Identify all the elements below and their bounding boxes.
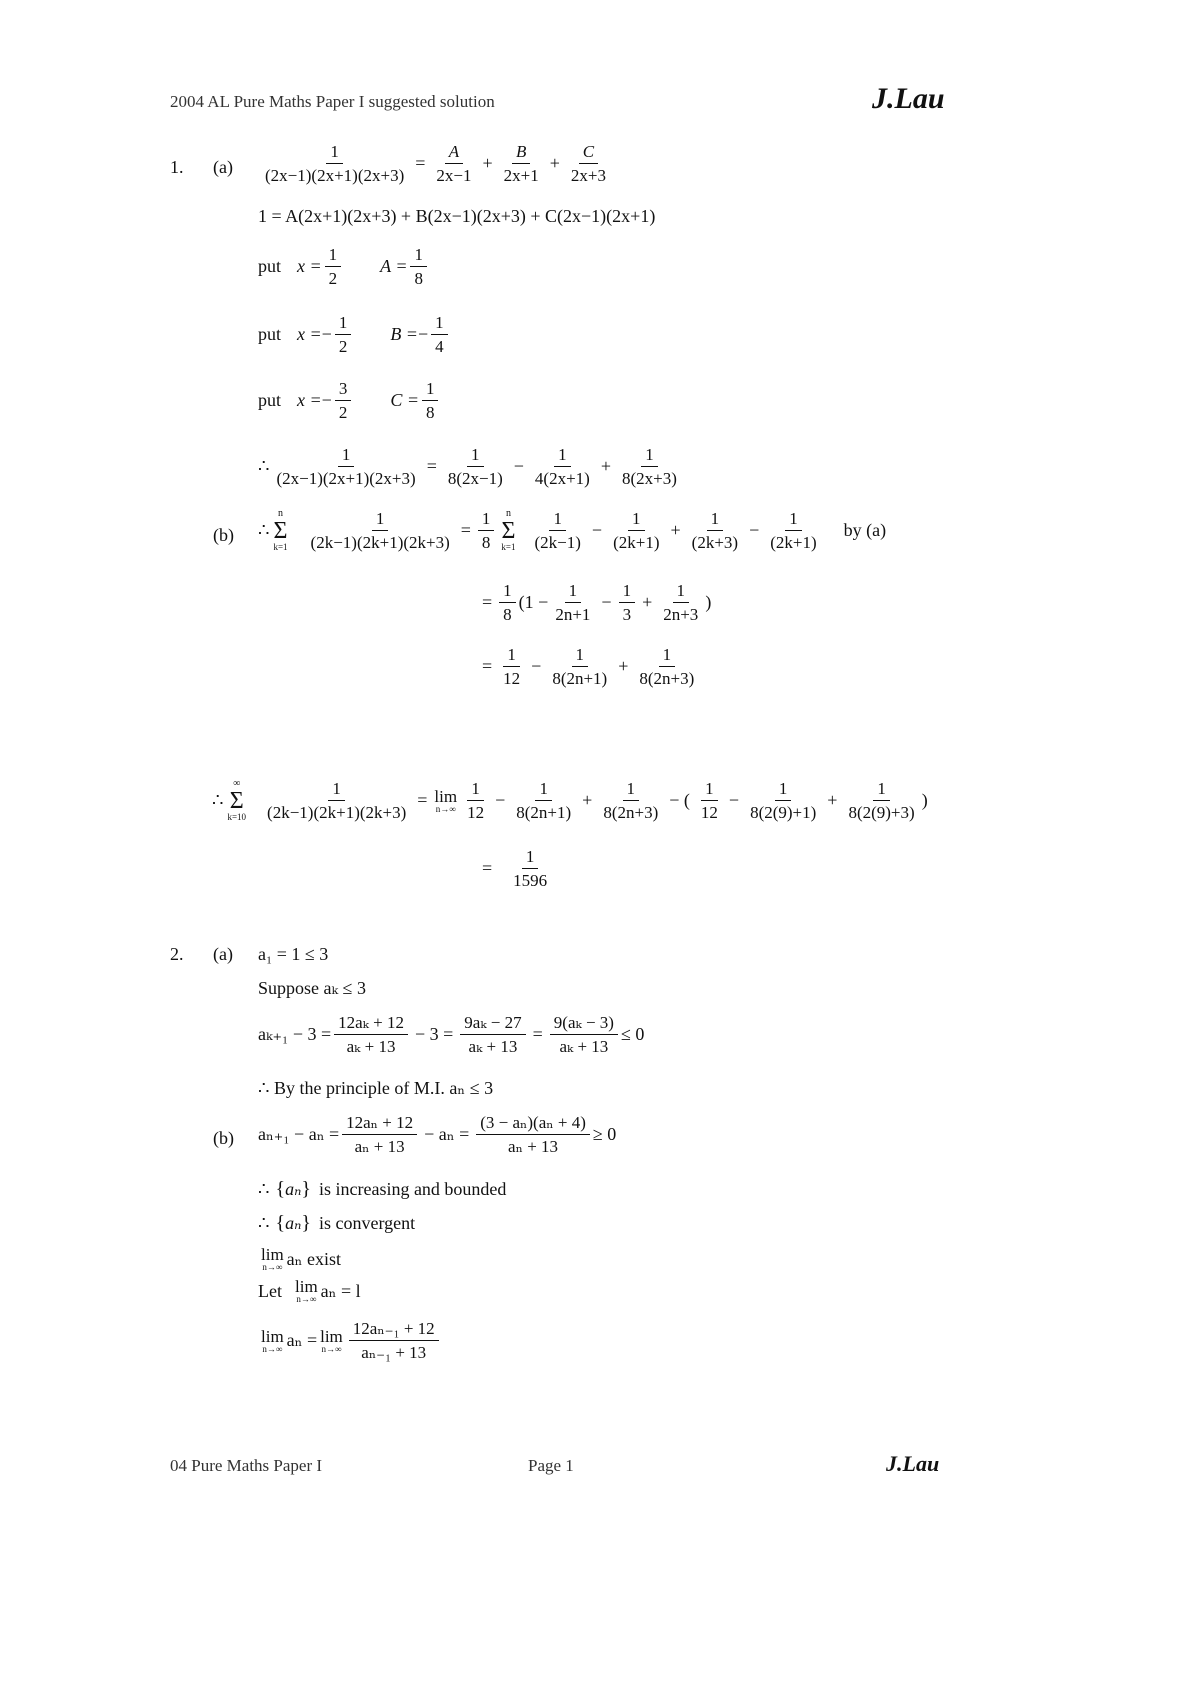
- fraction: $\frac{B}{2x+1}$: [503, 142, 539, 186]
- fraction: $\frac{\text{12aₙ + 12}}{\text{aₙ + 13}}$: [342, 1112, 417, 1158]
- fraction: $\frac{1}{2}$: [335, 312, 352, 358]
- fraction: $\frac{1}{1596}$: [513, 847, 548, 891]
- fraction: $\frac{\text{12aₙ₋₁ + 12}}{\text{aₙ₋₁ + 13}}$: [349, 1318, 439, 1364]
- q1b-infinite-sum-line: ∴ ∞ Σ k=10 $\frac{1}{(2k-1)(2k+1)(2k+3)}$ = lim n→∞ $\frac{1}{12}$ − $\frac{1}{8(2n+1)}$ + $\frac{1}{8(2n+3)}$ − ( $\frac{1}{12}$ − $\frac{1}{8(2(9)+1)}$ + $\frac{1}{8(2(9)+3)}$ ): [212, 778, 928, 823]
- fraction: $\frac{\text{12aₖ + 12}}{\text{aₖ + 13}}$: [334, 1012, 408, 1058]
- fraction: $\frac{1}{2n+1}$: [555, 581, 591, 625]
- q2b-increasing-bounded: ∴ { aₙ } is increasing and bounded: [258, 1178, 507, 1200]
- fraction: $\frac{1}{8}$: [499, 580, 516, 626]
- q2-part-b-label: (b): [213, 1128, 234, 1148]
- fraction: $\frac{1}{(2k+1)}$: [613, 509, 660, 553]
- q2a-inductive-step: aₖ₊₁ − 3 = $\frac{\text{12aₖ + 12}}{\text{aₖ + 13}}$ − 3 = $\frac{\text{9aₖ − 27}}{\text{aₖ + 13}}$ = $\frac{\text{9(aₖ − 3)}}{\text{aₖ + 13}}$ ≤ 0: [258, 1013, 645, 1057]
- limit-operator: lim n→∞: [261, 1326, 284, 1354]
- fraction: $\frac{1}{(2k-1)}$: [534, 509, 581, 553]
- fraction: $\frac{1}{8(2n+3)}$: [639, 645, 695, 689]
- question-2-number: 2.: [170, 944, 184, 964]
- fraction: $\frac{1}{12}$: [467, 779, 485, 823]
- limit-operator: lim n→∞: [295, 1277, 318, 1304]
- fraction: $\frac{1}{2}$: [325, 244, 342, 290]
- fraction: $\frac{1}{(2x-1)(2x+1)(2x+3)}$: [276, 445, 416, 489]
- fraction: $\frac{1}{12}$: [503, 645, 521, 689]
- fraction: $\frac{1}{(2k+1)}$: [770, 509, 817, 553]
- fraction: $\frac{1}{8}$: [410, 244, 427, 290]
- fraction: $\frac{1}{2n+3}$: [663, 581, 699, 625]
- q1a-result: ∴ $\frac{1}{(2x-1)(2x+1)(2x+3)}$ = $\frac{1}{8(2x-1)}$ − $\frac{1}{4(2x+1)}$ + $\frac{1}{8(2x+3)}$: [258, 444, 684, 490]
- fraction: $\frac{\text{9aₖ − 27}}{\text{aₖ + 13}}$: [460, 1012, 525, 1058]
- summation-sign: n Σ k=1: [273, 508, 288, 553]
- fraction: $\frac{1}{(2k+3)}$: [691, 509, 739, 553]
- fraction: $\frac{C}{2x+3}$: [570, 142, 606, 186]
- fraction: $\frac{3}{2}$: [335, 378, 352, 424]
- fraction: $\frac{A}{2x-1}$: [436, 142, 472, 186]
- q2-part-a-label: (a): [213, 944, 233, 964]
- fraction: $\frac{1}{(2k-1)(2k+1)(2k+3)}$: [267, 779, 407, 823]
- fraction: $\frac{1}{8(2(9)+3)}$: [848, 779, 915, 823]
- fraction: $\frac{\text{(3 − aₙ)(aₙ + 4)}}{\text{aₙ + 13}}$: [476, 1112, 590, 1158]
- fraction: $\frac{1}{12}$: [700, 779, 718, 823]
- page-header-title: 2004 AL Pure Maths Paper I suggested solution: [170, 92, 495, 111]
- limit-operator: lim n→∞: [434, 786, 458, 814]
- q2a-conclusion: ∴ By the principle of M.I. aₙ ≤ 3: [258, 1078, 494, 1098]
- q1a-partial-fraction-identity: $\frac{1}{(2x-1)(2x+1)(2x+3)}$ = $\frac{A}{2x-1}$ + $\frac{B}{2x+1}$ + $\frac{C}{2x+3}$: [258, 141, 613, 187]
- q2b-convergent: ∴ { aₙ } is convergent: [258, 1212, 416, 1234]
- q2a-base-case: a₁ = 1 ≤ 3: [258, 944, 329, 964]
- q1-part-b-label: (b): [213, 525, 234, 545]
- q2b-limit-equation: lim n→∞ aₙ = lim n→∞ $\frac{\text{12aₙ₋₁ + 12}}{\text{aₙ₋₁ + 13}}$: [258, 1318, 442, 1364]
- q1a-expanded-identity: 1 = A(2x+1)(2x+3) + B(2x−1)(2x+3) + C(2x−1)(2x+1): [258, 206, 656, 226]
- fraction: $\frac{1}{8}$: [422, 378, 439, 424]
- fraction: $\frac{1}{8(2(9)+1)}$: [750, 779, 817, 823]
- fraction: $\frac{1}{8}$: [478, 508, 495, 554]
- q2b-let-limit: Let lim n→∞ aₙ = l: [258, 1277, 361, 1304]
- fraction: $\frac{1}{(2x-1)(2x+1)(2x+3)}$: [265, 142, 405, 186]
- q1b-line-3: = $\frac{1}{12}$ − $\frac{1}{8(2n+1)}$ + $\frac{1}{8(2n+3)}$: [478, 644, 701, 690]
- fraction: $\frac{1}{(2k-1)(2k+1)(2k+3)}$: [310, 509, 450, 553]
- footer-page-number: Page 1: [528, 1456, 574, 1475]
- q1a-put-line-1: put x = $\frac{1}{2}$ A = $\frac{1}{8}$: [258, 244, 430, 290]
- footer-brand: J.Lau: [886, 1451, 940, 1476]
- limit-operator: lim n→∞: [261, 1245, 284, 1272]
- by-a-note: by (a): [843, 520, 887, 541]
- fraction: $\frac{1}{4}$: [431, 312, 448, 358]
- q1a-put-line-3: put x = − $\frac{3}{2}$ C = $\frac{1}{8}$: [258, 378, 441, 424]
- q1b-final-answer: = $\frac{1}{1596}$: [478, 846, 554, 892]
- q1-part-a-label: (a): [213, 157, 233, 177]
- q1b-sum-line: ∴ n Σ k=1 $\frac{1}{(2k-1)(2k+1)(2k+3)}$ = $\frac{1}{8}$ n Σ k=1 $\frac{1}{(2k-1)}$ − $\frac{1}{(2k+1)}$ + $\frac{1}{(2k+3)}$ − $\frac{1}{(2k+1)}$ by (a): [258, 508, 887, 553]
- fraction: $\frac{1}{8(2x-1)}$: [447, 445, 503, 489]
- q2b-limit-exists: lim n→∞ aₙ exist: [261, 1245, 341, 1272]
- summation-sign: n Σ k=1: [501, 508, 516, 553]
- fraction: $\frac{1}{3}$: [619, 580, 636, 626]
- fraction: $\frac{1}{8(2x+3)}$: [622, 445, 677, 489]
- q2b-difference: aₙ₊₁ − aₙ = $\frac{\text{12aₙ + 12}}{\text{aₙ + 13}}$ − aₙ = $\frac{\text{(3 − aₙ)(aₙ + 4)}}{\text{aₙ + 13}}$ ≥ 0: [258, 1113, 617, 1157]
- limit-operator: lim n→∞: [320, 1326, 343, 1354]
- footer-left: 04 Pure Maths Paper I: [170, 1456, 323, 1475]
- fraction: $\frac{1}{8(2n+1)}$: [516, 779, 572, 823]
- fraction: $\frac{1}{4(2x+1)}$: [534, 445, 590, 489]
- q1b-line-2: = $\frac{1}{8}$ (1 − $\frac{1}{2n+1}$ − $\frac{1}{3}$ + $\frac{1}{2n+3}$ ): [482, 581, 712, 625]
- q2a-suppose: Suppose aₖ ≤ 3: [258, 978, 366, 998]
- fraction: $\frac{\text{9(aₖ − 3)}}{\text{aₖ + 13}}$: [550, 1012, 618, 1058]
- fraction: $\frac{1}{8(2n+3)}$: [603, 779, 659, 823]
- q1a-put-line-2: put x = − $\frac{1}{2}$ B = − $\frac{1}{4}$: [258, 312, 451, 358]
- fraction: $\frac{1}{8(2n+1)}$: [552, 645, 608, 689]
- header-brand: J.Lau: [872, 82, 945, 115]
- summation-sign: ∞ Σ k=10: [227, 778, 247, 823]
- question-1-number: 1.: [170, 157, 184, 177]
